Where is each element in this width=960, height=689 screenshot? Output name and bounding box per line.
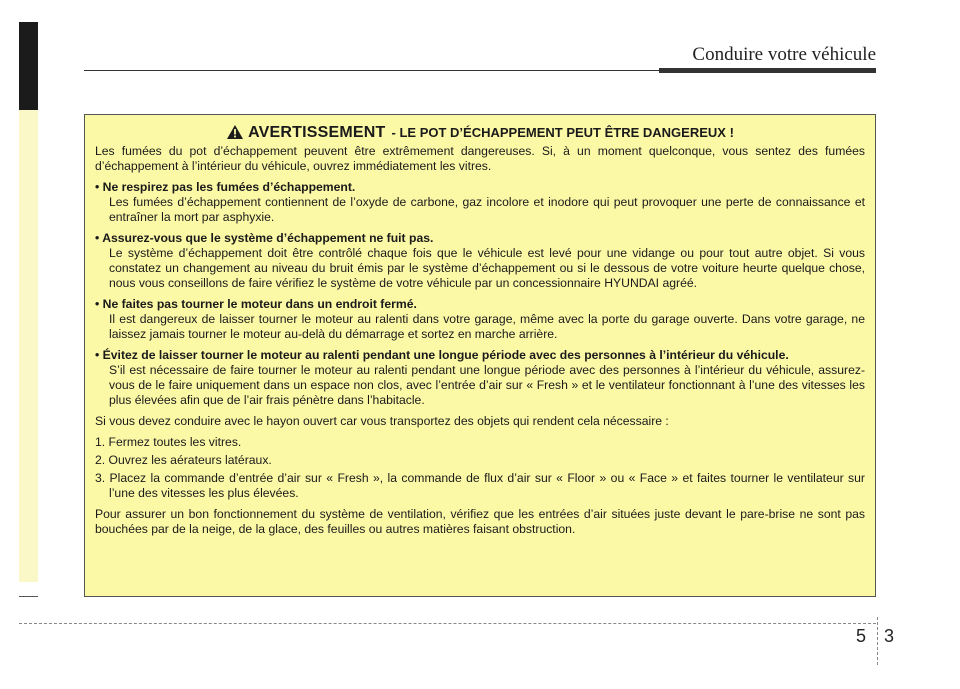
section-tab-yellow: [19, 110, 38, 582]
list-item-3: 3. Placez la commande d’entrée d’air sur « Fresh », la commande de flux d’air sur « Floor » ou « Face » et faites tourner le ventilateur sur l’une des vitesses les plus élevées.: [95, 471, 865, 500]
bullet-head-2: • Assurez-vous que le système d’échappement ne fuit pas.: [95, 231, 434, 245]
warning-triangle-icon: [226, 124, 244, 140]
bullet-body-1: Les fumées d’échappement contiennent de l’oxyde de carbone, gaz incolore et inodore qui peut provoquer une perte de connaissance et entraîner la mort par asphyxie.: [109, 195, 865, 224]
bullet-body-2: Le système d’échappement doit être contrôlé chaque fois que le véhicule est levé pour une vidange ou pour tout autre objet. Si vous constatez un changement au niveau du bruit émis par le système d’échappement ou si le dessous de votre voiture heurte quelque chose, nous vous conseillons de faire vérifiez le système de votre véhicule par un concessionnaire HYUNDAI agréé.: [109, 246, 865, 290]
list-item-2: 2. Ouvrez les aérateurs latéraux.: [95, 453, 272, 467]
bullet-body-3: Il est dangereux de laisser tourner le moteur au ralenti dans votre garage, même avec la porte du garage ouverte. Dans votre garage, ne laissez jamais tourner le moteur au-delà du démarrage et sortez en marche arrière.: [109, 312, 865, 341]
footer-rule: [19, 623, 876, 624]
section-tab-black: [19, 22, 38, 110]
page-header-title: Conduire votre véhicule: [692, 44, 876, 65]
list-intro: Si vous devez conduire avec le hayon ouvert car vous transportez des objets qui rendent cela nécessaire :: [95, 414, 669, 428]
page-number: 3: [884, 626, 895, 646]
header-rule-accent: [659, 68, 876, 73]
warning-heading: [95, 124, 865, 140]
bullet-head-1: • Ne respirez pas les fumées d’échappement.: [95, 180, 356, 194]
list-item-1: 1. Fermez toutes les vitres.: [95, 435, 242, 449]
warning-intro: Les fumées du pot d’échappement peuvent être extrêmement dangereuses. Si, à un moment quelconque, vous sentez des fumées d’échappement à l’intérieur du véhicule, ouvrez immédiatement les vitres.: [95, 144, 865, 173]
chapter-number: 5: [856, 626, 867, 646]
bullet-head-3: • Ne faites pas tourner le moteur dans un endroit fermé.: [95, 297, 417, 311]
bullet-body-4: S’il est nécessaire de faire tourner le moteur au ralenti pendant une longue période avec des personnes à l’intérieur du véhicule, assurez-vous de le faire uniquement dans un espace non clos, avec l’entrée d’air sur « Fresh » et le ventilateur fonctionnant à l’une des vitesses les plus élevées afin que de l’air frais pénètre dans l’habitacle.: [109, 363, 865, 407]
page-number-divider: [877, 617, 878, 665]
warning-title: AVERTISSEMENT: [248, 124, 386, 141]
closing-paragraph: Pour assurer un bon fonctionnement du système de ventilation, vérifiez que les entrées d’air situées juste devant le pare-brise ne sont pas bouchées par de la neige, de la glace, des feuilles ou autres matières faisant obstruction.: [95, 507, 865, 536]
bullet-head-4: • Évitez de laisser tourner le moteur au ralenti pendant une longue période avec des personnes à l’intérieur du véhicule.: [95, 348, 789, 362]
warning-box: [84, 114, 876, 597]
warning-subtitle: - LE POT D’ÉCHAPPEMENT PEUT ÊTRE DANGEREUX !: [391, 125, 734, 140]
side-tick-mark: [19, 596, 38, 597]
